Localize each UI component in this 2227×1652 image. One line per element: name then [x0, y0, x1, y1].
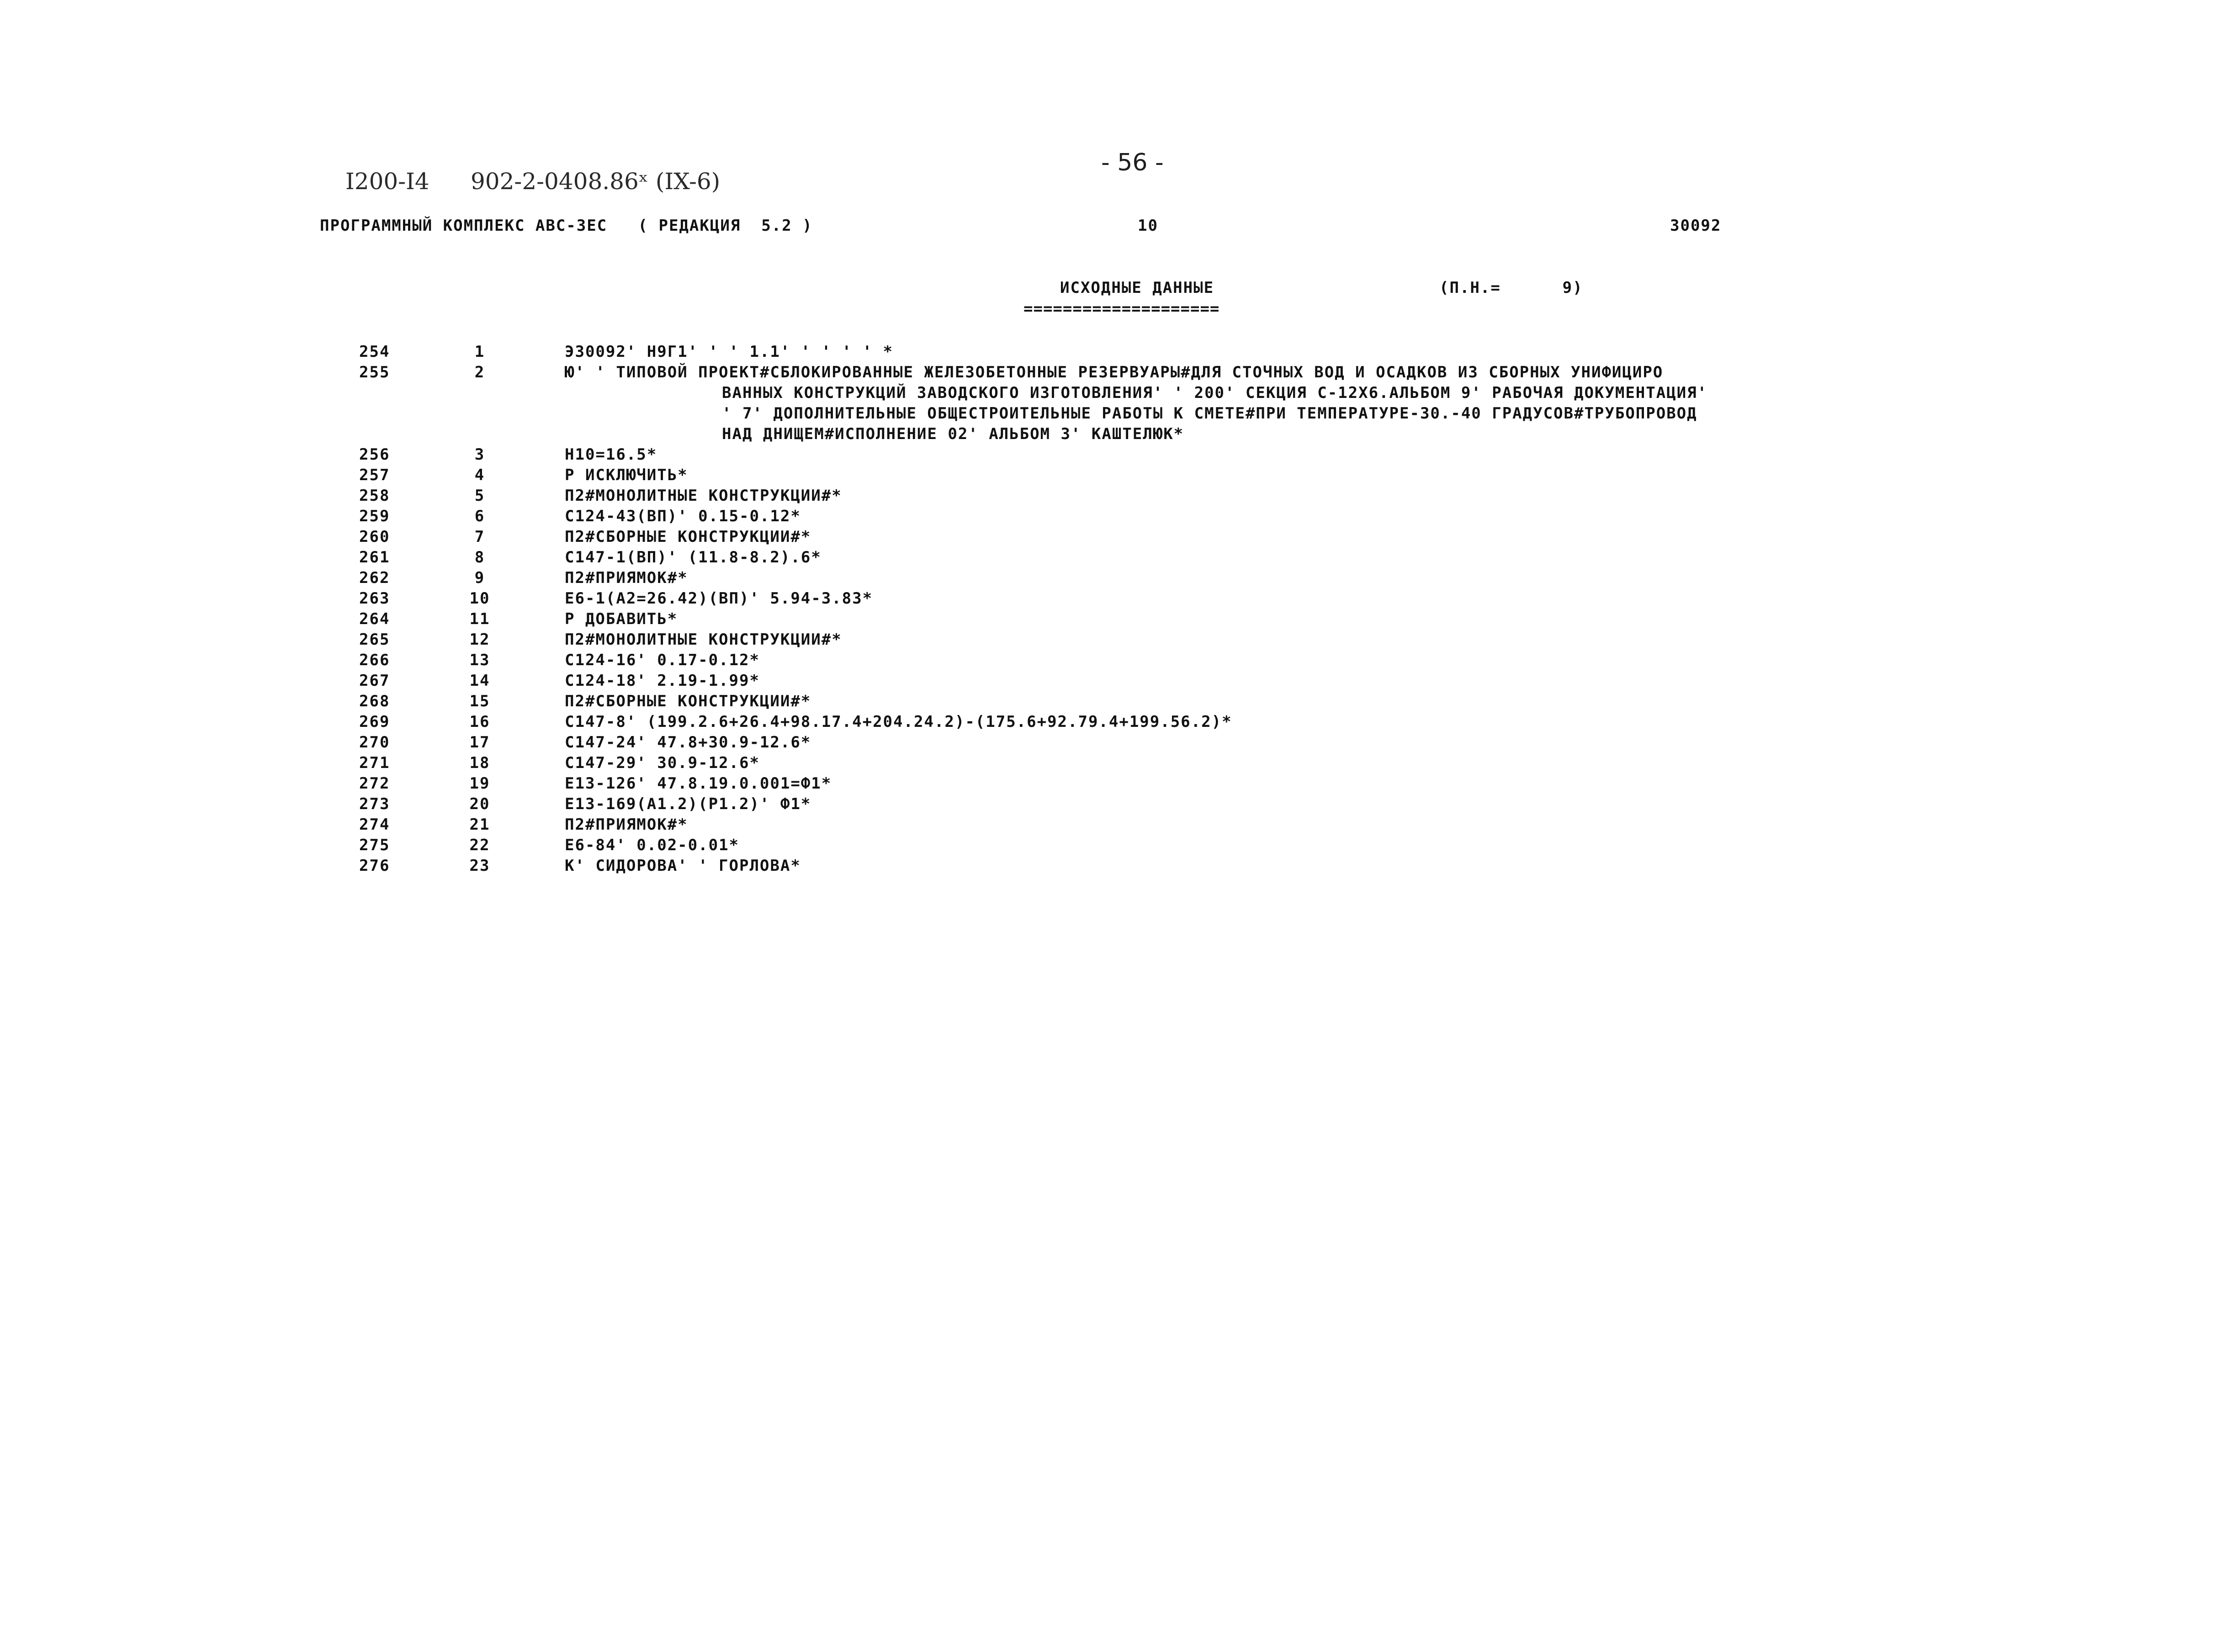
- section-params: (П.Н.= 9): [1439, 279, 1583, 297]
- section-title: ИСХОДНЫЕ ДАННЫЕ: [1060, 279, 1214, 297]
- listing-row: [0, 487, 2227, 507]
- row-relative-number: 11: [469, 610, 490, 628]
- document-series-number: 902-2-0408.86ˣ (IX-6): [471, 168, 721, 195]
- listing-row: [0, 815, 2227, 836]
- row-text: С124-16' 0.17-0.12*: [565, 651, 760, 669]
- row-text: Е6-1(А2=26.42)(ВП)' 5.94-3.83*: [565, 589, 873, 608]
- row-text: Н10=16.5*: [565, 445, 657, 464]
- row-absolute-number: 273: [359, 795, 390, 813]
- listing-continuation-line: [0, 425, 2227, 445]
- row-text: П2#МОНОЛИТНЫЕ КОНСТРУКЦИИ#*: [565, 487, 842, 505]
- listing-continuation-line: [0, 384, 2227, 404]
- row-absolute-number: 257: [359, 466, 390, 484]
- listing-row: [0, 754, 2227, 774]
- listing-row: [0, 466, 2227, 487]
- row-text: С124-18' 2.19-1.99*: [565, 672, 760, 690]
- row-relative-number: 17: [469, 733, 490, 752]
- row-text: П2#ПРИЯМОК#*: [565, 569, 688, 587]
- listing-row: [0, 343, 2227, 363]
- row-relative-number: 18: [469, 754, 490, 772]
- listing-row: [0, 445, 2227, 466]
- listing-row: [0, 672, 2227, 692]
- row-text: П2#СБОРНЫЕ КОНСТРУКЦИИ#*: [565, 528, 811, 546]
- listing-row: [0, 589, 2227, 610]
- document-stamp-code: I200-I4: [345, 168, 429, 195]
- row-text: Э30092' Н9Г1' ' ' 1.1' ' ' ' ' *: [565, 343, 894, 361]
- row-relative-number: 9: [474, 569, 485, 587]
- listing-row: [0, 692, 2227, 713]
- row-relative-number: 19: [469, 774, 490, 793]
- row-relative-number: 13: [469, 651, 490, 669]
- row-text: К' СИДОРОВА' ' ГОРЛОВА*: [565, 857, 801, 875]
- row-text: Е13-169(А1.2)(Р1.2)' Ф1*: [565, 795, 811, 813]
- listing-row: [0, 363, 2227, 384]
- listing-row: [0, 569, 2227, 589]
- row-text: П2#МОНОЛИТНЫЕ КОНСТРУКЦИИ#*: [565, 630, 842, 649]
- row-absolute-number: 262: [359, 569, 390, 587]
- row-text: НАД ДНИЩЕМ#ИСПОЛНЕНИЕ 02' АЛЬБОМ 3' КАШТЕЛЮК*: [722, 425, 1184, 443]
- row-relative-number: 5: [474, 487, 485, 505]
- header-counter: 10: [1138, 217, 1158, 235]
- row-text: Р ДОБАВИТЬ*: [565, 610, 678, 628]
- row-absolute-number: 255: [359, 363, 390, 381]
- row-relative-number: 6: [474, 507, 485, 525]
- row-relative-number: 4: [474, 466, 485, 484]
- row-text: ВАННЫХ КОНСТРУКЦИЙ ЗАВОДСКОГО ИЗГОТОВЛЕНИЯ' ' 200' СЕКЦИЯ С-12Х6.АЛЬБОМ 9' РАБОЧАЯ ДОКУМЕНТАЦИЯ': [722, 384, 1708, 402]
- listing-row: [0, 548, 2227, 569]
- row-text: Р ИСКЛЮЧИТЬ*: [565, 466, 688, 484]
- listing-row: [0, 528, 2227, 548]
- row-absolute-number: 265: [359, 630, 390, 649]
- row-absolute-number: 270: [359, 733, 390, 752]
- row-absolute-number: 267: [359, 672, 390, 690]
- listing-row: [0, 774, 2227, 795]
- row-relative-number: 16: [469, 713, 490, 731]
- row-relative-number: 1: [474, 343, 485, 361]
- row-absolute-number: 266: [359, 651, 390, 669]
- section-title-underline: ====================: [1023, 300, 1220, 318]
- row-absolute-number: 260: [359, 528, 390, 546]
- header-code: 30092: [1670, 217, 1722, 235]
- page-number: - 56 -: [1101, 149, 1164, 176]
- row-text: С124-43(ВП)' 0.15-0.12*: [565, 507, 801, 525]
- row-absolute-number: 275: [359, 836, 390, 854]
- row-absolute-number: 269: [359, 713, 390, 731]
- row-text: Ю' ' ТИПОВОЙ ПРОЕКТ#СБЛОКИРОВАННЫЕ ЖЕЛЕЗОБЕТОННЫЕ РЕЗЕРВУАРЫ#ДЛЯ СТОЧНЫХ ВОД И ОСАДКОВ ИЗ СБОРНЫХ УНИФИЦИРО: [565, 363, 1664, 381]
- row-relative-number: 22: [469, 836, 490, 854]
- listing-row: [0, 857, 2227, 877]
- row-text: Е13-126' 47.8.19.0.001=Ф1*: [565, 774, 832, 793]
- row-text: Е6-84' 0.02-0.01*: [565, 836, 739, 854]
- row-relative-number: 21: [469, 815, 490, 834]
- listing-row: [0, 630, 2227, 651]
- row-text: П2#СБОРНЫЕ КОНСТРУКЦИИ#*: [565, 692, 811, 710]
- row-relative-number: 7: [474, 528, 485, 546]
- row-relative-number: 3: [474, 445, 485, 464]
- row-text: П2#ПРИЯМОК#*: [565, 815, 688, 834]
- row-text: С147-29' 30.9-12.6*: [565, 754, 760, 772]
- row-absolute-number: 276: [359, 857, 390, 875]
- listing-row: [0, 610, 2227, 630]
- row-absolute-number: 268: [359, 692, 390, 710]
- row-absolute-number: 263: [359, 589, 390, 608]
- row-relative-number: 14: [469, 672, 490, 690]
- row-absolute-number: 254: [359, 343, 390, 361]
- row-relative-number: 10: [469, 589, 490, 608]
- row-text: С147-1(ВП)' (11.8-8.2).6*: [565, 548, 822, 567]
- listing-row: [0, 733, 2227, 754]
- row-absolute-number: 256: [359, 445, 390, 464]
- listing-row: [0, 651, 2227, 672]
- row-text: С147-8' (199.2.6+26.4+98.17.4+204.24.2)-(175.6+92.79.4+199.56.2)*: [565, 713, 1232, 731]
- row-relative-number: 15: [469, 692, 490, 710]
- listing-row: [0, 795, 2227, 815]
- row-relative-number: 2: [474, 363, 485, 381]
- row-relative-number: 8: [474, 548, 485, 567]
- row-relative-number: 23: [469, 857, 490, 875]
- listing-row: [0, 836, 2227, 857]
- row-absolute-number: 264: [359, 610, 390, 628]
- row-text: ' 7' ДОПОЛНИТЕЛЬНЫЕ ОБЩЕСТРОИТЕЛЬНЫЕ РАБОТЫ К СМЕТЕ#ПРИ ТЕМПЕРАТУРЕ-30.-40 ГРАДУСОВ#ТРУБОПРОВОД: [722, 404, 1697, 423]
- listing-row: [0, 713, 2227, 733]
- row-absolute-number: 274: [359, 815, 390, 834]
- row-absolute-number: 258: [359, 487, 390, 505]
- row-text: С147-24' 47.8+30.9-12.6*: [565, 733, 811, 752]
- program-header: ПРОГРАММНЫЙ КОМПЛЕКС АВС-3ЕС ( РЕДАКЦИЯ 5.2 ): [320, 217, 813, 235]
- listing-continuation-line: [0, 404, 2227, 425]
- source-data-listing: [0, 343, 2227, 877]
- row-relative-number: 12: [469, 630, 490, 649]
- row-absolute-number: 271: [359, 754, 390, 772]
- row-absolute-number: 272: [359, 774, 390, 793]
- listing-row: [0, 507, 2227, 528]
- row-absolute-number: 259: [359, 507, 390, 525]
- row-absolute-number: 261: [359, 548, 390, 567]
- row-relative-number: 20: [469, 795, 490, 813]
